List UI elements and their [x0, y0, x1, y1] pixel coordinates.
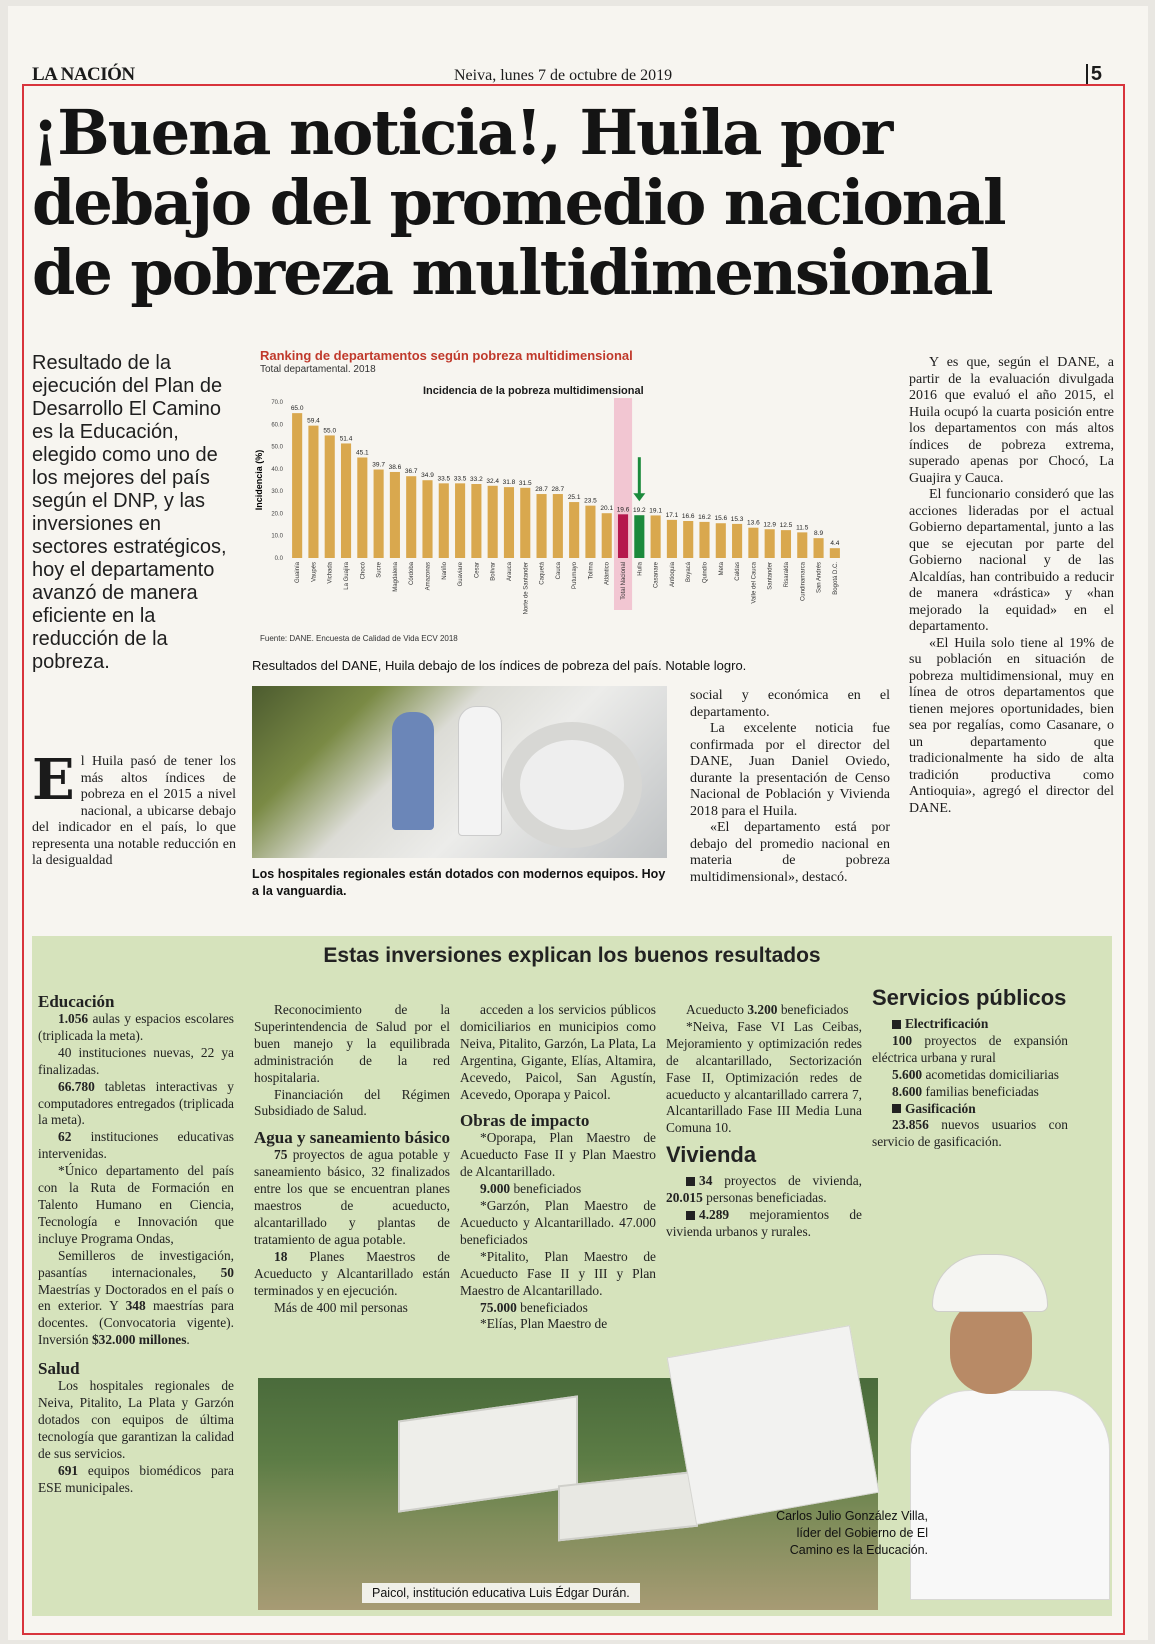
paragraph: 66.780 tabletas interactivas y computadores entregados (triplicada la meta).	[38, 1078, 234, 1128]
category-label: Putumayo	[572, 562, 579, 590]
category-label: Sucre	[376, 562, 383, 578]
bar-san-andr-s	[814, 538, 824, 558]
bar-value-label: 12.5	[779, 522, 793, 530]
paragraph: «El departamento está por debajo del promedio nacional en materia de pobreza multidimensional», destacó.	[690, 820, 890, 885]
bar-cauca	[553, 494, 563, 558]
category-label: Casanare	[653, 562, 660, 589]
bar-value-label: 25.1	[567, 494, 581, 502]
bar-value-label: 51.4	[339, 435, 353, 443]
bar-value-label: 32.4	[486, 477, 500, 485]
bar-value-label: 38.6	[388, 463, 402, 471]
box-column-housing	[666, 1002, 862, 1241]
article-column-middle	[690, 688, 890, 886]
category-label: Tolima	[588, 562, 595, 580]
bar-value-label: 31.8	[502, 479, 516, 487]
article-deck: Resultado de la ejecución del Plan de Desarrollo El Camino es la Educación, elegido como uno de los mejores del país según el DNP, y las inversiones en sectores estratégicos, hoy el departamento avanzó de manera eficiente en la reducción de la pobreza.	[32, 352, 227, 673]
category-label: Total Nacional	[621, 562, 628, 600]
hard-hat	[932, 1254, 1048, 1312]
bar-quind-o	[699, 522, 709, 558]
y-tick-label: 0.0	[274, 556, 283, 562]
box-column-education	[38, 992, 234, 1496]
bar-value-label: 19.2	[632, 507, 646, 515]
category-label: La Guajira	[344, 562, 351, 590]
bar-vaup-s	[308, 426, 318, 558]
paragraph: Acueducto 3.200 beneficiados	[686, 1002, 849, 1017]
category-label: Magdalena	[392, 562, 399, 592]
bar-atl-ntico	[602, 513, 612, 558]
category-label: Vichada	[327, 562, 334, 584]
subheading: Gasificación	[872, 1101, 1068, 1118]
bar-meta	[716, 523, 726, 558]
y-axis-label: Incidencia (%)	[254, 449, 264, 511]
category-label: Valle del Cauca	[751, 562, 758, 604]
category-label: San Andrés	[816, 562, 823, 594]
category-label: Arauca	[506, 562, 513, 582]
category-label: Boyacá	[686, 562, 693, 583]
bar-value-label: 8.9	[814, 530, 824, 538]
bar-bol-var	[488, 486, 498, 558]
chart-caption: Resultados del DANE, Huila debajo de los índices de pobreza del país. Notable logro.	[252, 658, 747, 673]
article-headline: ¡Buena noticia!, Huila por debajo del promedio nacional de pobreza multidimensional	[32, 96, 1005, 309]
chart-source: Fuente: DANE. Encuesta de Calidad de Vida ECV 2018	[260, 634, 458, 643]
hospital-equipment-photo	[252, 686, 667, 858]
paragraph: *Neiva, Fase VI Las Ceibas, Mejoramiento y optimización redes de alcantarillado, Sectorización Fase II, Optimización redes de acueducto y alcantarillado carrera 7, Alcantarillado Fase III Media Luna Comuna 10.	[666, 1018, 862, 1136]
category-label: Vaupés	[311, 562, 318, 582]
bar-choc-	[357, 457, 367, 558]
paragraph: Semilleros de investigación, pasantías internacionales, 50 Maestrías y Doctorados en el país o en exterior. Y 348 maestrías para docentes. (Convocatoria vigente). Inversión $32.000 millones.	[38, 1247, 234, 1348]
y-tick-label: 30.0	[271, 489, 283, 496]
bar-total-nacional	[618, 514, 628, 558]
drop-cap: E	[32, 747, 75, 813]
y-tick-label: 70.0	[271, 400, 283, 406]
bullet-square	[686, 1211, 695, 1220]
bar-value-label: 15.6	[714, 515, 728, 523]
bar-value-label: 59.4	[307, 417, 320, 425]
paragraph: Financiación del Régimen Subsidiado de Salud.	[254, 1086, 450, 1119]
bar-value-label: 28.7	[535, 486, 548, 494]
paragraph: *Garzón, Plan Maestro de Acueducto y Alcantarillado. 47.000 beneficiados	[460, 1198, 656, 1247]
chart-inner-title: Incidencia de la pobreza multidimensional	[423, 385, 644, 397]
section-heading: Vivienda	[666, 1142, 757, 1168]
paragraph: *Pitalito, Plan Maestro de Acueducto Fase II y III y Plan Maestro de Alcantarillado.	[460, 1248, 656, 1298]
bar-value-label: 33.2	[470, 476, 483, 484]
y-tick-label: 60.0	[271, 422, 283, 429]
y-tick-label: 50.0	[271, 444, 283, 451]
bar-nari-o	[439, 483, 449, 558]
section-heading: Educación	[38, 992, 115, 1011]
section-heading: Salud	[38, 1359, 80, 1379]
category-label: Guainía	[295, 562, 302, 584]
bar-boyac-	[683, 521, 693, 558]
bar-norte-de-santander	[520, 488, 530, 558]
bar-la-guajira	[341, 443, 351, 558]
photo-person	[392, 712, 434, 830]
bar-value-label: 34.9	[421, 472, 434, 480]
newspaper-logo: LA NACIÓN	[32, 64, 135, 85]
category-label: Quindío	[702, 562, 709, 584]
box-column-health-water	[254, 1002, 450, 1316]
section-heading: Obras de impacto	[460, 1111, 590, 1131]
paragraph: Más de 400 mil personas	[274, 1299, 408, 1315]
bullet-square	[686, 1177, 695, 1186]
bullet-square	[892, 1020, 901, 1029]
bar-value-label: 12.9	[763, 521, 777, 529]
lead-text: l Huila pasó de tener los más altos índices de pobreza en el 2015 a nivel nacional, a ubicarse debajo del indicador en el país, lo que representa una notable reducción en la desigualdad	[32, 754, 236, 868]
bar-value-label: 11.5	[796, 524, 809, 532]
bar-putumayo	[569, 502, 579, 558]
chart-title: Ranking de departamentos según pobreza multidimensional	[260, 348, 633, 363]
category-label: Caquetá	[539, 562, 546, 585]
issue-date: Neiva, lunes 7 de octubre de 2019	[454, 67, 673, 84]
paragraph: Reconocimiento de la Superintendencia de Salud por el buen manejo y la equilibrada administración de la red hospitalaria.	[254, 1002, 450, 1085]
subheading: Electrificación	[872, 1016, 1068, 1033]
face	[950, 1298, 1032, 1394]
bar-value-label: 19.1	[649, 507, 662, 515]
ct-scanner	[502, 722, 642, 848]
chart-subtitle: Total departamental. 2018	[260, 364, 376, 375]
governor-caption: Carlos Julio González Villa, líder del Gobierno de El Camino es la Educación.	[776, 1509, 928, 1557]
bar-caquet-	[537, 494, 547, 558]
bar-value-label: 17.1	[665, 511, 679, 519]
bar-value-label: 31.5	[518, 479, 532, 487]
paragraph: La excelente noticia fue confirmada por el director del DANE, Juan Daniel Oviedo, durante la presentación de Censo Nacional de Población y Vivienda 2018 para el Huila.	[690, 721, 890, 819]
category-label: Cesar	[474, 562, 481, 579]
paragraph: *Único departamento del país con la Ruta de Formación en Talento Humano en Ciencia, Tecnología e Innovación que incluye Programa Ondas,	[38, 1163, 234, 1246]
category-label: Caldas	[735, 562, 742, 581]
bar-value-label: 33.5	[453, 475, 467, 483]
lead-paragraph	[32, 747, 236, 870]
paragraph: 62 instituciones educativas intervenidas.	[38, 1129, 234, 1162]
bar-antioquia	[667, 520, 677, 558]
bar-cundinamarca	[797, 532, 807, 558]
bar-huila	[634, 515, 644, 558]
paragraph: Y es que, según el DANE, a partir de la evaluación divulgada 2016 que evaluó el año 2015, el Huila ocupó la cuarta posición entre los departamentos con más altos índices de pobreza extrema, superado apenas por Chocó, La Guajira y Cauca.	[909, 355, 1114, 486]
bar-value-label: 33.5	[437, 475, 451, 483]
poverty-ranking-chart	[253, 346, 853, 646]
bar-value-label: 65.0	[290, 405, 304, 413]
bar-tolima	[585, 506, 595, 558]
paragraph: acceden a los servicios públicos domiciliarios en municipios como Neiva, Pitalito, Garzón, La Plata, La Argentina, Gigante, Elías, Altamira, Acevedo, Paicol, San Agustín, Acevedo, Oporapa y Paicol.	[460, 1002, 656, 1102]
bar-amazonas	[422, 480, 432, 558]
paragraph: 23.856 nuevos usuarios con servicio de gasificación.	[872, 1117, 1068, 1150]
bar-value-label: 20.1	[600, 505, 614, 513]
bar-casanare	[651, 515, 661, 558]
section-heading: Servicios públicos	[872, 985, 1067, 1010]
bar-guaviare	[455, 483, 465, 558]
bar-vichada	[325, 435, 335, 558]
category-label: Amazonas	[425, 562, 432, 591]
bar-value-label: 16.2	[698, 513, 711, 521]
bar-value-label: 16.6	[681, 513, 695, 521]
paragraph: 8.600 familias beneficiadas	[892, 1083, 1039, 1099]
paragraph: Los hospitales regionales de Neiva, Pitalito, La Plata y Garzón dotados con equipos de última tecnología que garantizan la calidad de sus servicios.	[38, 1378, 234, 1461]
paragraph: *Oporapa, Plan Maestro de Acueducto Fase II y Plan Maestro de Alcantarillado.	[460, 1130, 656, 1180]
category-label: Cundinamarca	[800, 562, 807, 602]
paragraph: 1.056 aulas y espacios escolares (triplicada la meta).	[38, 1011, 234, 1043]
article-column-right	[909, 355, 1114, 817]
paragraph: 9.000 beneficiados	[480, 1181, 582, 1197]
paragraph: 18 Planes Maestros de Acueducto y Alcantarillado están terminados y en ejecución.	[254, 1248, 450, 1298]
school-building	[398, 1395, 578, 1512]
category-label: Guaviare	[458, 562, 465, 587]
bar-arauca	[504, 487, 514, 558]
school-building	[558, 1471, 698, 1542]
bar-value-label: 19.6	[616, 506, 630, 514]
category-label: Meta	[718, 562, 725, 576]
bar-sucre	[374, 470, 384, 558]
y-tick-label: 40.0	[271, 466, 283, 473]
bar-value-label: 28.7	[551, 486, 565, 494]
bar-guain-a	[292, 413, 302, 558]
category-label: Nariño	[441, 562, 448, 580]
photo1-caption: Los hospitales regionales están dotados con modernos equipos. Hoy a la vanguardia.	[252, 867, 666, 898]
bar-value-label: 36.7	[404, 468, 418, 476]
bar-cesar	[471, 484, 481, 558]
bar-value-label: 15.3	[730, 515, 744, 523]
box-column-public-services	[872, 986, 1068, 1151]
y-tick-label: 10.0	[271, 533, 283, 540]
category-label: Bolívar	[490, 562, 497, 581]
category-label: Huila	[637, 562, 644, 576]
box-title: Estas inversiones explican los buenos resultados	[323, 944, 821, 967]
huila-arrow-head	[633, 493, 645, 501]
paragraph: El funcionario consideró que las acciones lideradas por el actual Gobierno departamental, junto a las que se ejecutan por parte del Gobierno nacional y de las Alcaldías, han contribuido a reducir de manera «drástica» y «han mejorado la equidad» en el departamento.	[909, 487, 1114, 634]
bar-magdalena	[390, 472, 400, 558]
category-label: Norte de Santander	[523, 562, 530, 615]
y-tick-label: 20.0	[271, 511, 283, 518]
bar-value-label: 23.5	[584, 497, 597, 505]
category-label: Córdoba	[409, 562, 416, 586]
bar-value-label: 55.0	[323, 427, 337, 435]
page-number: 5	[1086, 64, 1102, 84]
photo-person	[458, 706, 502, 836]
category-label: Chocó	[360, 562, 367, 580]
paragraph: 4.289 mejoramientos de vivienda urbanos y rurales.	[666, 1207, 862, 1239]
bar-value-label: 39.7	[372, 461, 385, 469]
category-label: Risaralda	[783, 562, 790, 588]
category-label: Cauca	[555, 562, 562, 580]
paragraph: social y económica en el departamento.	[690, 688, 890, 720]
bar-caldas	[732, 524, 742, 558]
paragraph: 75.000 beneficiados	[480, 1299, 588, 1315]
box-column-public-works	[460, 1002, 656, 1333]
paragraph: 34 proyectos de vivienda, 20.015 personas beneficiadas.	[666, 1173, 862, 1206]
paragraph: 100 proyectos de expansión eléctrica urbana y rural	[872, 1032, 1068, 1065]
bar-santander	[765, 529, 775, 558]
paragraph: 75 proyectos de agua potable y saneamiento básico, 32 finalizados entre los que se encuentran planes maestros de acueducto, alcantarillado y plantas de tratamiento de agua potable.	[254, 1147, 450, 1247]
paragraph: «El Huila solo tiene al 19% de su población en situación de pobreza multidimensional, muy en línea de otros departamentos que tienen mejores oportunidades, bien sea por regalías, como Casanare, o un departamento que tradicionalmente ha sido de alta tradición productiva como Antioquia», agregó el director del DANE.	[909, 635, 1114, 816]
category-label: Atlántico	[604, 562, 611, 586]
bullet-square	[892, 1104, 901, 1113]
category-label: Bogotá D.C.	[832, 562, 839, 595]
bar-value-label: 13.6	[747, 519, 760, 527]
bar-bogot-d-c-	[830, 548, 840, 558]
section-heading: Agua y saneamiento básico	[254, 1128, 450, 1148]
photo2-caption: Paicol, institución educativa Luis Édgar Durán.	[362, 1583, 640, 1603]
bar-risaralda	[781, 530, 791, 558]
paragraph: *Elías, Plan Maestro de	[480, 1316, 608, 1332]
category-label: Santander	[767, 562, 774, 590]
bar-value-label: 45.1	[355, 449, 369, 457]
paragraph: 691 equipos biomédicos para ESE municipales.	[38, 1462, 234, 1495]
plans-sheet	[667, 1325, 880, 1525]
bar-c-rdoba	[406, 476, 416, 558]
shirt	[910, 1390, 1110, 1600]
paragraph: 5.600 acometidas domiciliarias	[892, 1066, 1059, 1082]
category-label: Antioquia	[669, 562, 676, 588]
paragraph: 40 instituciones nuevas, 22 ya finalizadas.	[38, 1044, 234, 1077]
bar-valle-del-cauca	[748, 528, 758, 558]
bar-value-label: 4.4	[830, 540, 840, 548]
chart-plot	[253, 398, 853, 632]
